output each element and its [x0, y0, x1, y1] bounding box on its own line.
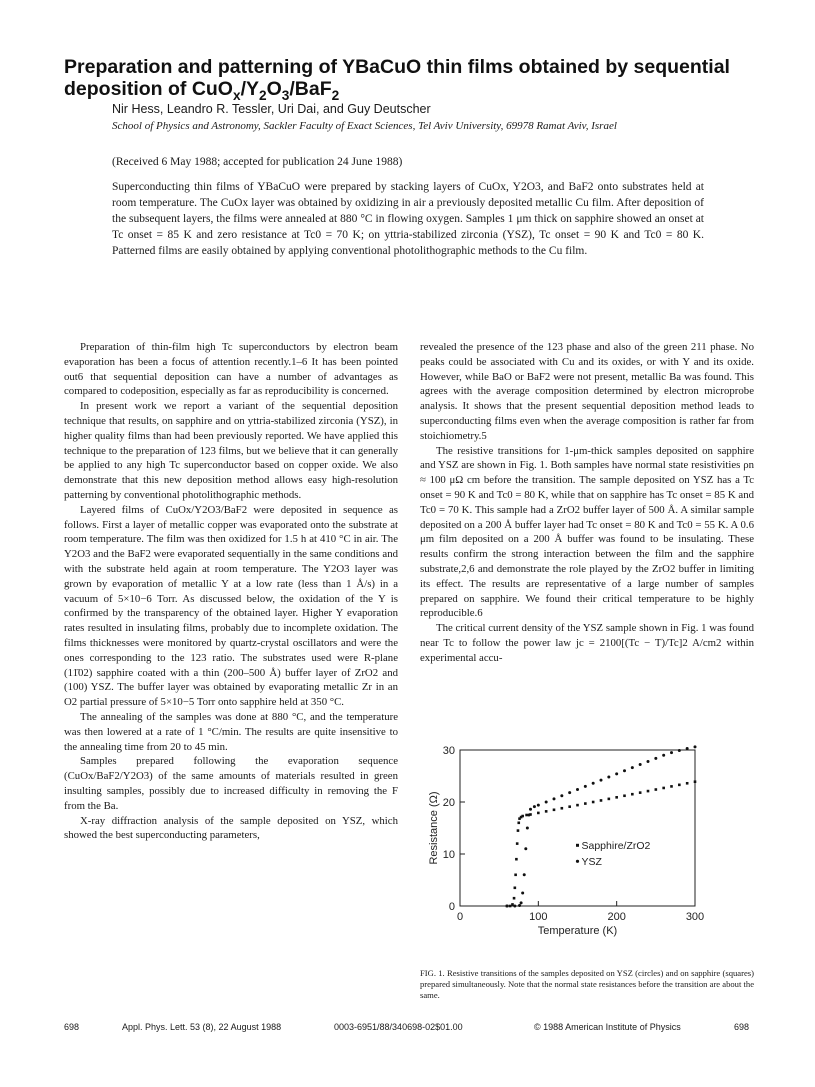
data-point-sapphire	[553, 809, 556, 812]
x-tick-label: 100	[529, 911, 548, 923]
body-column-left	[64, 340, 398, 843]
data-point-ysz	[524, 847, 527, 850]
data-point-ysz	[513, 905, 516, 908]
data-point-sapphire	[631, 793, 634, 796]
data-point-ysz	[568, 791, 571, 794]
data-point-sapphire	[600, 799, 603, 802]
data-point-sapphire	[515, 858, 518, 861]
data-point-ysz	[678, 749, 681, 752]
abstract: Superconducting thin films of YBaCuO were prepared by stacking layers of CuOx, Y2O3, and BaF2 onto substrates held at room temperature. The CuOx layer was obtained by oxidizing in air a previously deposited metallic Cu film. After deposition of the subsequent layers, the films were annealed at 880 °C in flowing oxygen. Samples 1 μm thick on sapphire showed an onset at Tc onset = 85 K and zero resistance at Tc0 = 70 K; on yttria-stabilized zirconia (YSZ), Tc onset = 90 K and Tc0 = 80 K. Patterned films are easily obtained by applying conventional photolithographic methods to the Cu film.	[112, 181, 704, 257]
data-point-sapphire	[686, 782, 689, 785]
data-point-ysz	[662, 754, 665, 757]
data-point-ysz	[521, 892, 524, 895]
copyright: © 1988 American Institute of Physics	[534, 1022, 681, 1032]
author-list: Nir Hess, Leandro R. Tessler, Uri Dai, and Guy Deutscher	[112, 102, 431, 116]
paragraph: The resistive transitions for 1-μm-thick samples deposited on sapphire and YSZ are shown in Fig. 1. Both samples have normal state resistivities ρn ≈ 100 μΩ cm before the transition. The sample deposited on YSZ has a Tc onset = 90 K and Tc0 = 80 K, while that on sapphire has Tc onset = 85 K and Tc0 = 70 K. This sample had a ZrO2 buffer layer of 500 Å. A similar sample deposited on a 200 Å buffer layer had Tc onset = 80 K and Tc0 = 55 K. A 0.6 μm film deposited on a 200 Å buffer was found to be insulating. These results confirm the strong interaction between the film and the sapphire substrate,2,6 and demonstrate the role played by the ZrO2 buffer in limiting its effect. The results are representative of a large number of samples prepared on sapphire. We found their critical temperature to be highly reproducible.6	[420, 444, 754, 620]
chart-marks	[506, 745, 697, 907]
y-tick-label: 20	[442, 797, 455, 809]
journal-citation: Appl. Phys. Lett. 53 (8), 22 August 1988	[122, 1022, 282, 1032]
x-axis-label: Temperature (K)	[537, 925, 618, 937]
page-number-right: 698	[734, 1022, 750, 1032]
data-point-ysz	[533, 805, 536, 808]
data-point-ysz	[647, 760, 650, 763]
data-point-ysz	[592, 782, 595, 785]
data-point-sapphire	[517, 822, 520, 825]
y-tick-label: 10	[442, 849, 455, 861]
paper-title	[64, 56, 764, 103]
title-line-1: Preparation and patterning of YBaCuO thin films obtained by sequential	[64, 56, 730, 78]
data-point-sapphire	[511, 903, 514, 906]
data-point-sapphire	[615, 796, 618, 799]
data-point-sapphire	[608, 798, 611, 801]
data-point-sapphire	[514, 887, 517, 890]
resistance-chart	[425, 738, 725, 958]
chart-legend	[576, 840, 651, 868]
data-point-ysz	[576, 788, 579, 791]
chart-axes	[428, 745, 704, 937]
data-point-sapphire	[639, 791, 642, 794]
data-point-ysz	[654, 757, 657, 760]
legend-label: Sapphire/ZrO2	[581, 839, 651, 852]
data-point-sapphire	[545, 810, 548, 813]
article-code: 0003-6951/88/340698-02$01.00	[334, 1022, 463, 1032]
data-point-sapphire	[513, 897, 516, 900]
data-point-ysz	[520, 901, 523, 904]
title-line-2: deposition of $CuO_x/Y_2O_3/BaF_2$	[64, 78, 340, 103]
data-point-ysz	[560, 794, 563, 797]
data-point-sapphire	[584, 802, 587, 805]
body-column-right	[420, 340, 754, 666]
data-point-ysz	[529, 808, 532, 811]
data-point-ysz	[518, 904, 521, 907]
paragraph: The critical current density of the YSZ sample shown in Fig. 1 was found near Tc to follow the power law jc = 2100[(Tc − T)/Tc]2 A/cm2 within experimental accu-	[420, 622, 754, 664]
data-point-ysz	[686, 747, 689, 750]
paragraph: The annealing of the samples was done at 880 °C, and the temperature was then lowered at a rate of 1 °C/min. The results are quite insensitive to the annealing time from 20 to 45 min.	[64, 710, 398, 753]
received-date: (Received 6 May 1988; accepted for publication 24 June 1988)	[112, 156, 403, 168]
paragraph: X-ray diffraction analysis of the sample deposited on YSZ, which showed the best superconducting parameters,	[64, 814, 398, 842]
data-point-ysz	[600, 779, 603, 782]
data-point-ysz	[523, 873, 526, 876]
data-point-sapphire	[568, 805, 571, 808]
data-point-sapphire	[662, 787, 665, 790]
data-point-sapphire	[537, 812, 540, 815]
data-point-ysz	[527, 814, 530, 817]
x-tick-label: 300	[685, 911, 705, 923]
data-point-ysz	[639, 763, 642, 766]
paragraph: In present work we report a variant of the sequential deposition technique that results, on sapphire and on yttria-stabilized zirconia (YSZ), in higher quality films than had been previously reported. We have applied this technique to the preparation of 123 films, but we believe that it can generally be applied to any high Tc superconductor based on copper oxide. We also demonstrate that this new deposition method allows easy high-resolution patterning by conventional photolithographic methods.	[64, 400, 398, 501]
data-point-sapphire	[670, 785, 673, 788]
figure-caption: FIG. 1. Resistive transitions of the samples deposited on YSZ (circles) and on sapphire (squares) prepared simultaneously. Note that the normal state resistances before the transition are about the same.	[420, 968, 755, 1000]
data-point-ysz	[631, 766, 634, 769]
data-point-ysz	[607, 776, 610, 779]
plot-frame	[460, 750, 695, 906]
paragraph: Layered films of CuOx/Y2O3/BaF2 were deposited in sequence as follows. First a layer of metallic copper was evaporated onto the substrate at room temperature. The film was then oxidized for 1.5 h at 410 °C in air. The Y2O3 and the BaF2 were evaporated sequentially in the same conditions and with the substrate held again at room temperature. The Y2O3 layer was grown by evaporation of metallic Y at a low rate (less than 1 Å/s) in a vacuum of 5×10−6 Torr. As discussed below, the oxidation of the Y is confirmed by the transparency of the obtained layer. Higher Y evaporation rates resulted in insulating films, probably due to incomplete oxidation. The films thicknesses were monitored by quartz-crystal oscillators and were the ones corresponding to the 123 ratio. The substrates used were R-plane (11̄02) sapphire coated with a thin (200–500 Å) buffer layer of ZrO2 and (100) YSZ. The buffer layer was obtained by evaporating metallic Zr in an O2 partial pressure of 5×10−5 Torr onto sapphire held at 350 °C.	[64, 503, 398, 709]
x-tick-label: 200	[607, 911, 626, 923]
data-point-sapphire	[514, 874, 517, 877]
data-point-ysz	[694, 745, 697, 748]
data-point-sapphire	[647, 790, 650, 793]
data-point-ysz	[584, 785, 587, 788]
data-point-sapphire	[517, 829, 520, 832]
data-point-ysz	[545, 801, 548, 804]
legend-label: YSZ	[581, 855, 602, 868]
data-point-sapphire	[509, 905, 512, 908]
data-point-ysz	[553, 797, 556, 800]
affiliation: School of Physics and Astronomy, Sackler Faculty of Exact Sciences, Tel Aviv University, 69978 Ramat Aviv, Israel	[112, 120, 617, 132]
data-point-ysz	[506, 905, 509, 908]
page-number-left: 698	[64, 1022, 80, 1032]
y-tick-label: 30	[442, 745, 455, 757]
legend-marker-circle	[576, 860, 579, 863]
data-point-sapphire	[592, 801, 595, 804]
paragraph: Preparation of thin-film high Tc superconductors by electron beam evaporation has been a focus of attention recently.1–6 It has been pointed out6 that sequential deposition can have a number of advantages as compared to codeposition, especially as far as reproducibility is concerned.	[64, 341, 398, 398]
data-point-ysz	[670, 751, 673, 754]
y-tick-label: 0	[448, 901, 455, 913]
paragraph: Samples prepared following the evaporation sequence (CuOx/BaF2/Y2O3) of the same amounts of materials resulted in green insulting samples, possibly due to increased difficulty in removing the F from the Ba.	[64, 755, 398, 812]
data-point-sapphire	[655, 788, 658, 791]
data-point-ysz	[526, 827, 529, 830]
paragraph: revealed the presence of the 123 phase and also of the green 211 phase. No peaks could be associated with Cu and its oxides, or with Y and its oxide. However, while BaO or BaF2 were not present, metallic Ba was found. This agrees with the average composition determined by electron microprobe analysis. It shows that the present sequential deposition method leads to superconducting films even when the average composition is rather far from stoichiometry.5	[420, 341, 754, 442]
y-axis-label: Resistance (Ω)	[428, 791, 440, 865]
data-point-ysz	[615, 772, 618, 775]
data-point-sapphire	[694, 780, 697, 783]
data-point-sapphire	[623, 794, 626, 797]
data-point-sapphire	[521, 815, 524, 818]
x-tick-label: 0	[456, 911, 464, 923]
data-point-sapphire	[516, 842, 519, 845]
legend-marker-square	[576, 844, 579, 847]
data-point-sapphire	[576, 804, 579, 807]
data-point-sapphire	[561, 807, 564, 810]
data-point-sapphire	[678, 784, 681, 787]
data-point-ysz	[623, 769, 626, 772]
data-point-ysz	[537, 804, 540, 807]
